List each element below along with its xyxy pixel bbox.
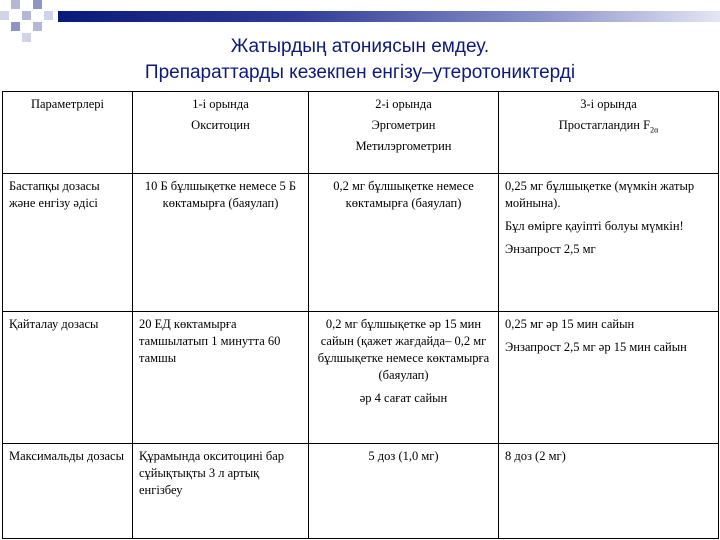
row-label: Қайталау дозасы	[3, 312, 133, 444]
cell-prostaglandin	[499, 444, 719, 539]
table-row	[3, 312, 719, 444]
header-drug	[505, 117, 712, 139]
cell-ergometrine: 0,2 мг бұлшықетке немесе көктамырға (баяулап)	[309, 174, 499, 312]
table-row	[3, 444, 719, 539]
header-rank: 1-і орында	[192, 97, 249, 111]
cell-paragraph: 8 доз (2 мг)	[505, 449, 566, 463]
deco-square	[11, 0, 20, 9]
cell-ergometrine: 5 доз (1,0 мг)	[309, 444, 499, 539]
header-rank: 3-і орында	[580, 97, 637, 111]
table-header-row	[3, 92, 719, 174]
header-rank: 2-і орында	[375, 97, 432, 111]
cell-paragraph: Бұл өмірге қауіпті болуы мүмкін!	[505, 219, 684, 233]
title-line-1: Жатырдың атониясын емдеу.	[230, 36, 490, 57]
header-drug-subscript: 2α	[650, 125, 659, 135]
cell-prostaglandin	[499, 312, 719, 444]
cell-paragraph: 0,25 мг әр 15 мин сайын	[505, 317, 635, 331]
deco-square	[0, 11, 9, 20]
header-drug: Окситоцин	[191, 118, 250, 132]
header-drug-name: Простагландин F	[558, 118, 651, 132]
cell-paragraph: Энзапрост 2,5 мг	[505, 242, 596, 256]
header-third-line	[499, 92, 719, 174]
header-drug: Эргометрин	[371, 118, 436, 132]
deco-square	[22, 11, 31, 20]
cell-prostaglandin	[499, 174, 719, 312]
table-row	[3, 174, 719, 312]
row-label: Максимальды дозасы	[3, 444, 133, 539]
header-parameters	[3, 92, 133, 174]
header-first-line	[133, 92, 309, 174]
deco-square	[33, 22, 42, 31]
header-drug-alt: Метилэргометрин	[355, 139, 452, 153]
title-bar-decoration	[58, 11, 720, 22]
cell-oxytocin: 20 ЕД көктамырға тамшылатып 1 минутта 60 тамшы	[133, 312, 309, 444]
slide-title	[0, 34, 720, 86]
header-second-line	[309, 92, 499, 174]
title-line-2: Препараттарды кезекпен енгізу–утеротониктерді	[144, 62, 576, 83]
deco-square	[11, 22, 20, 31]
row-label: Бастапқы дозасы және енгізу әдісі	[3, 174, 133, 312]
deco-square	[33, 0, 42, 9]
deco-square	[44, 11, 53, 20]
header-parameters-label: Параметрлері	[30, 97, 105, 111]
cell-oxytocin: 10 Б бұлшықетке немесе 5 Б көктамырға (баяулап)	[133, 174, 309, 312]
cell-paragraph: 0,25 мг бұлшықетке (мүмкін жатыр мойнына).	[505, 179, 695, 210]
cell-paragraph: 0,2 мг бұлшықетке әр 15 мин сайын (қажет жағдайда– 0,2 мг бұлшықетке немесе көктамырға (баяулап)	[317, 317, 490, 382]
cell-paragraph: әр 4 сағат сайын	[359, 391, 448, 405]
cell-oxytocin: Құрамында окситоцині бар сұйықтықты 3 л артық енгізбеу	[133, 444, 309, 539]
drug-comparison-table	[2, 91, 719, 539]
cell-paragraph: Энзапрост 2,5 мг әр 15 мин сайын	[505, 340, 687, 354]
cell-ergometrine	[309, 312, 499, 444]
